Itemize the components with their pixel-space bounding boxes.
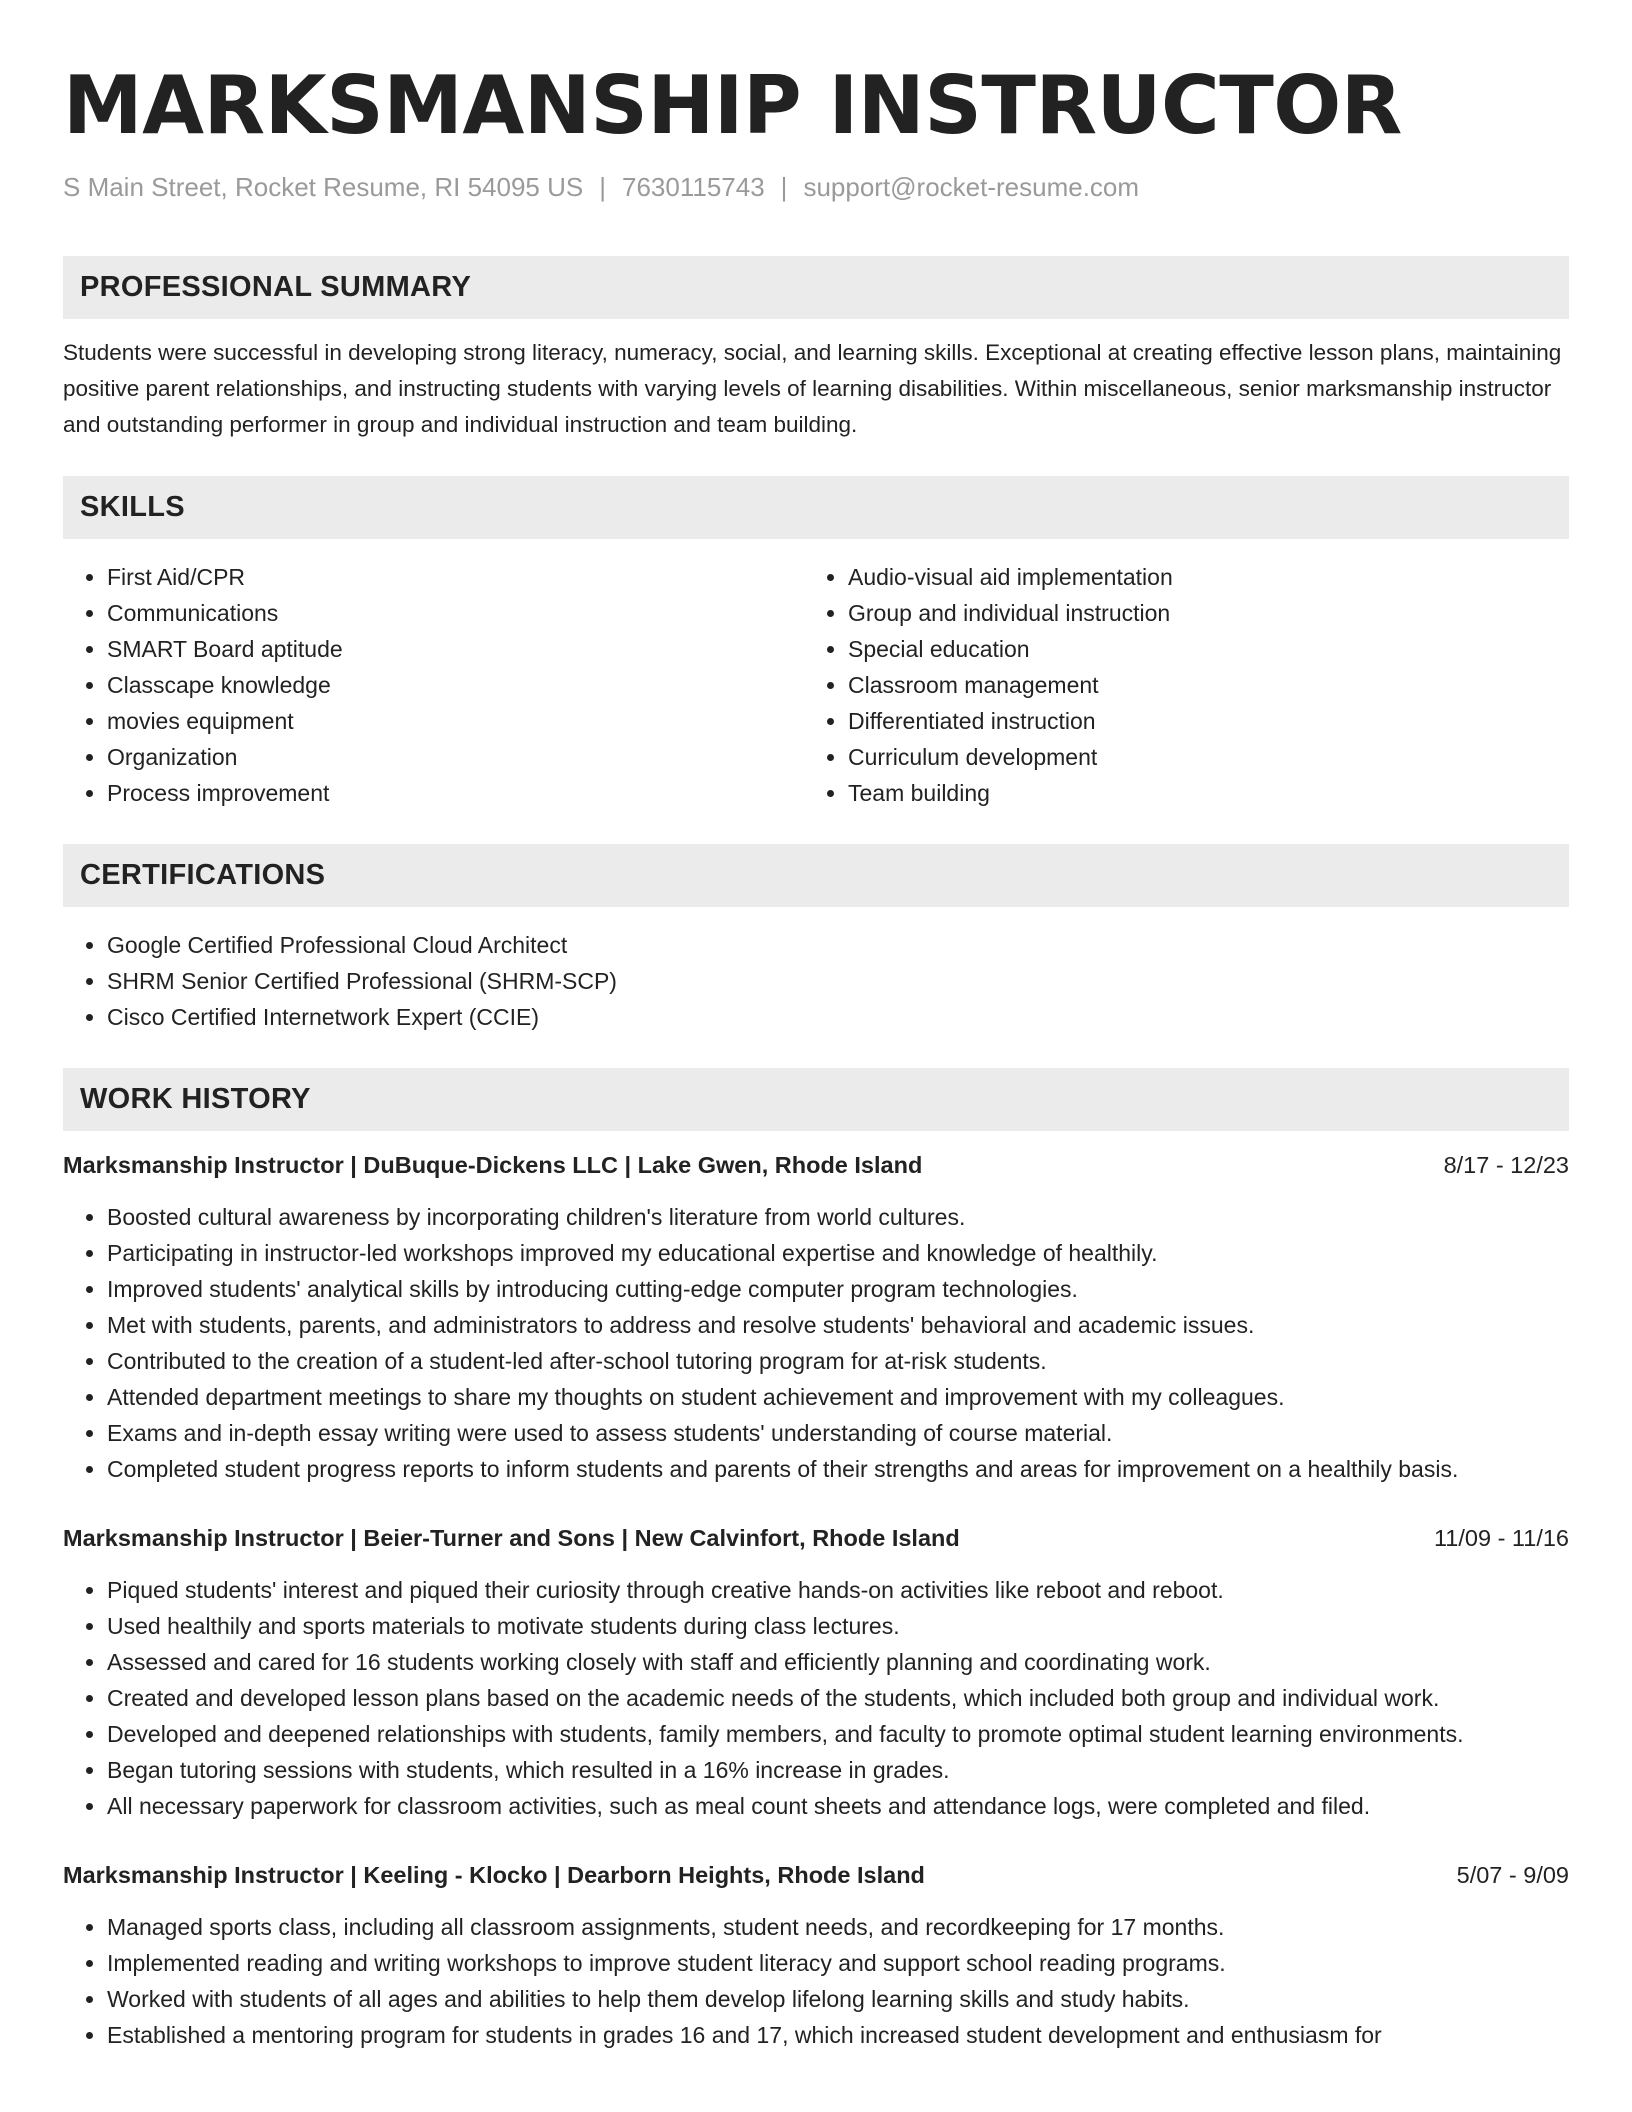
job-bullet: • Developed and deepened relationships with students, family members, and faculty to promote optimal student learning environments. — [107, 1716, 1569, 1752]
skill-item: • Curriculum development — [848, 739, 1545, 775]
job-dates: 11/09 - 11/16 — [1433, 1525, 1569, 1551]
skills-list-right — [804, 559, 1545, 811]
job-bullet: • Attended department meetings to share my thoughts on student achievement and improvement with my colleagues. — [107, 1379, 1569, 1415]
skills-section-header: SKILLS — [63, 476, 1569, 539]
skill-item: • Classroom management — [848, 667, 1545, 703]
job-bullets — [63, 1199, 1569, 1487]
contact-email[interactable]: support@rocket-resume.com — [803, 172, 1140, 202]
job-bullet: • Completed student progress reports to inform students and parents of their strengths and areas for improvement on a healthily basis. — [107, 1451, 1569, 1487]
job-bullet: • Created and developed lesson plans based on the academic needs of the students, which included both group and individual work. — [107, 1680, 1569, 1716]
summary-text: Students were successful in developing strong literacy, numeracy, social, and learning skills. Exceptional at creating effective lesson plans, maintaining positive parent relationships, and instructing students with varying levels of learning disabilities. Within miscellaneous, senior marksmanship instructor and outstanding performer in group and individual instruction and team building. — [63, 340, 1562, 437]
job-bullet: • Assessed and cared for 16 students working closely with staff and efficiently planning and coordinating work. — [107, 1644, 1569, 1680]
skill-item: • movies equipment — [107, 703, 804, 739]
skill-item: • Audio-visual aid implementation — [848, 559, 1545, 595]
job-bullet: • All necessary paperwork for classroom activities, such as meal count sheets and attendance logs, were completed and filed. — [107, 1788, 1569, 1824]
contact-phone: 7630115743 — [622, 172, 765, 202]
skill-item: • Organization — [107, 739, 804, 775]
certification-item: • Cisco Certified Internetwork Expert (CCIE) — [107, 999, 1569, 1035]
job-title: Marksmanship Instructor | DuBuque-Dickens LLC | Lake Gwen, Rhode Island — [63, 1152, 923, 1178]
job-header — [63, 1857, 1569, 1893]
job-bullet: • Worked with students of all ages and abilities to help them develop lifelong learning skills and study habits. — [107, 1981, 1569, 2017]
job-bullets — [63, 1909, 1569, 2053]
contact-separator: | — [599, 172, 606, 202]
work-history-section-header: WORK HISTORY — [63, 1068, 1569, 1131]
skill-item: • Team building — [848, 775, 1545, 811]
job-dates: 8/17 - 12/23 — [1443, 1152, 1569, 1178]
job-bullet: • Contributed to the creation of a student-led after-school tutoring program for at-risk students. — [107, 1343, 1569, 1379]
job-entry — [63, 1520, 1569, 1824]
skill-item: • Communications — [107, 595, 804, 631]
skill-item: • Special education — [848, 631, 1545, 667]
job-bullet: • Exams and in-depth essay writing were used to assess students' understanding of course material. — [107, 1415, 1569, 1451]
certifications-list — [63, 927, 1569, 1035]
certifications-section-header: CERTIFICATIONS — [63, 844, 1569, 907]
contact-line — [63, 170, 1569, 204]
contact-address: S Main Street, Rocket Resume, RI 54095 US — [63, 172, 584, 202]
job-bullet: • Used healthily and sports materials to motivate students during class lectures. — [107, 1608, 1569, 1644]
certification-item: • Google Certified Professional Cloud Architect — [107, 927, 1569, 963]
job-bullet: • Improved students' analytical skills by introducing cutting-edge computer program technologies. — [107, 1271, 1569, 1307]
job-title: Marksmanship Instructor | Beier-Turner and Sons | New Calvinfort, Rhode Island — [63, 1525, 960, 1551]
job-header — [63, 1520, 1569, 1556]
job-bullet: • Met with students, parents, and administrators to address and resolve students' behavioral and academic issues. — [107, 1307, 1569, 1343]
job-title: Marksmanship Instructor | Keeling - Klocko | Dearborn Heights, Rhode Island — [63, 1862, 925, 1888]
resume-name: MARKSMANSHIP INSTRUCTOR — [63, 59, 1402, 152]
skill-item: • SMART Board aptitude — [107, 631, 804, 667]
job-bullet: • Managed sports class, including all classroom assignments, student needs, and recordkeeping for 17 months. — [107, 1909, 1569, 1945]
skill-item: • Group and individual instruction — [848, 595, 1545, 631]
skill-item: • Classcape knowledge — [107, 667, 804, 703]
job-bullet: • Boosted cultural awareness by incorporating children's literature from world cultures. — [107, 1199, 1569, 1235]
job-entry — [63, 1857, 1569, 2053]
summary-section-header: PROFESSIONAL SUMMARY — [63, 256, 1569, 319]
job-entry — [63, 1147, 1569, 1487]
job-bullet: • Implemented reading and writing workshops to improve student literacy and support school reading programs. — [107, 1945, 1569, 1981]
skill-item: • First Aid/CPR — [107, 559, 804, 595]
skills-list-left — [63, 559, 804, 811]
skills-grid — [63, 539, 1569, 811]
certification-item: • SHRM Senior Certified Professional (SHRM-SCP) — [107, 963, 1569, 999]
skill-item: • Process improvement — [107, 775, 804, 811]
job-bullet: • Began tutoring sessions with students, which resulted in a 16% increase in grades. — [107, 1752, 1569, 1788]
job-bullet: • Established a mentoring program for students in grades 16 and 17, which increased student development and enthusiasm for — [107, 2017, 1569, 2053]
contact-separator: | — [780, 172, 788, 202]
job-bullet: • Participating in instructor-led workshops improved my educational expertise and knowledge of healthily. — [107, 1235, 1569, 1271]
job-dates: 5/07 - 9/09 — [1456, 1862, 1569, 1888]
job-bullet: • Piqued students' interest and piqued their curiosity through creative hands-on activities like reboot and reboot. — [107, 1572, 1569, 1608]
job-header — [63, 1147, 1569, 1183]
skill-item: • Differentiated instruction — [848, 703, 1545, 739]
job-bullets — [63, 1572, 1569, 1824]
